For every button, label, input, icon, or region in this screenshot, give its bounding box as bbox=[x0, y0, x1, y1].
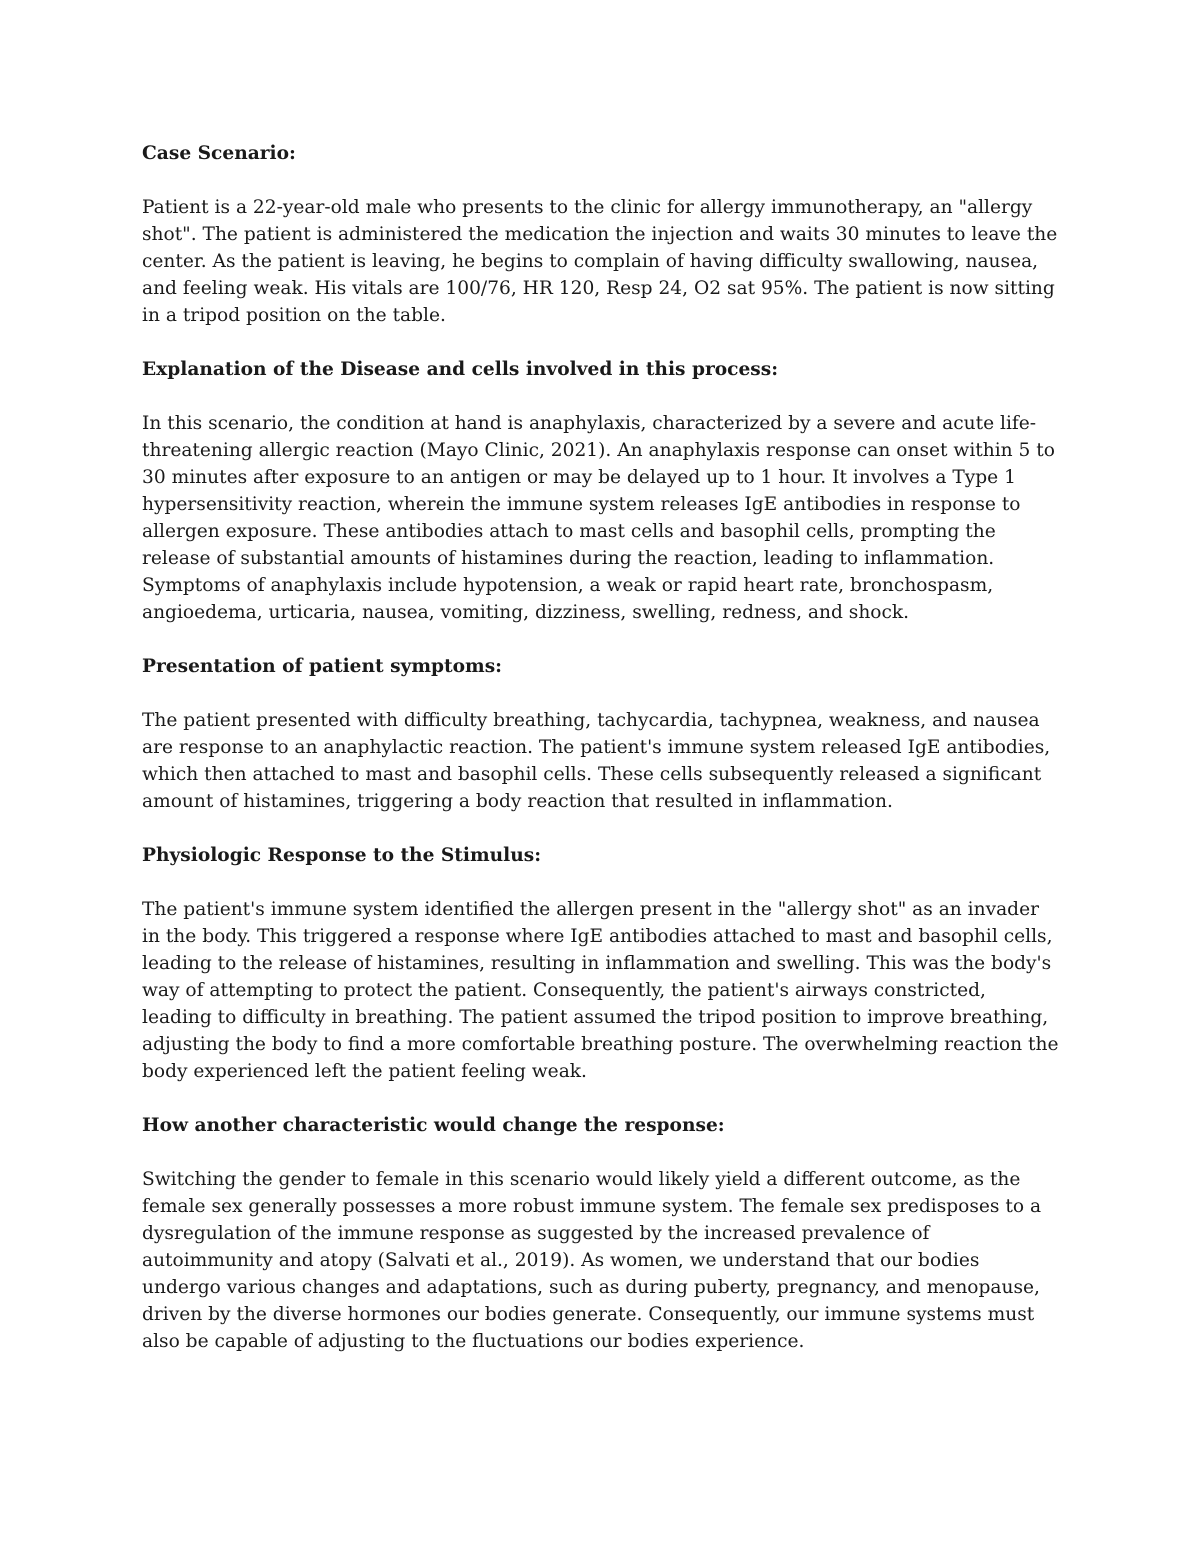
heading-patient-symptoms: Presentation of patient symptoms: bbox=[142, 656, 503, 677]
paragraph-disease-explanation: In this scenario, the condition at hand is anaphylaxis, characterized by a severe and acute life-threatening allergic reaction (Mayo Clinic, 2021). An anaphylaxis response can onset within 5 to 30 minutes after exposure to an antigen or may be delayed up to 1 hour. It involves a Type 1 hypersensitivity reaction, wherein the immune system releases IgE antibodies in response to allergen exposure. These antibodies attach to mast cells and basophil cells, prompting the release of substantial amounts of histamines during the reaction, leading to inflammation. Symptoms of anaphylaxis include hypotension, a weak or rapid heart rate, bronchospasm, angioedema, urticaria, nausea, vomiting, dizziness, swelling, redness, and shock. bbox=[142, 413, 1055, 623]
paragraph-another-characteristic: Switching the gender to female in this scenario would likely yield a different outcome, as the female sex generally possesses a more robust immune system. The female sex predisposes to a dysregulation of the immune response as suggested by the increased prevalence of autoimmunity and atopy (Salvati et al., 2019). As women, we understand that our bodies undergo various changes and adaptations, such as during puberty, pregnancy, and menopause, driven by the diverse hormones our bodies generate. Consequently, our immune systems must also be capable of adjusting to the fluctuations our bodies experience. bbox=[142, 1169, 1042, 1352]
heading-disease-explanation: Explanation of the Disease and cells involved in this process: bbox=[142, 359, 779, 380]
paragraph-patient-symptoms: The patient presented with difficulty breathing, tachycardia, tachypnea, weakness, and nausea are response to an anaphylactic reaction. The patient's immune system released IgE antibodies, which then attached to mast and basophil cells. These cells subsequently released a significant amount of histamines, triggering a body reaction that resulted in inflammation. bbox=[142, 710, 1051, 812]
section-physiologic-response bbox=[142, 842, 1060, 1085]
heading-case-scenario: Case Scenario: bbox=[142, 143, 296, 164]
heading-another-characteristic: How another characteristic would change the response: bbox=[142, 1115, 725, 1136]
section-disease-explanation bbox=[142, 356, 1060, 626]
paragraph-case-scenario: Patient is a 22-year-old male who presents to the clinic for allergy immunotherapy, an "allergy shot". The patient is administered the medication the injection and waits 30 minutes to leave the center. As the patient is leaving, he begins to complain of having difficulty swallowing, nausea, and feeling weak. His vitals are 100/76, HR 120, Resp 24, O2 sat 95%. The patient is now sitting in a tripod position on the table. bbox=[142, 197, 1058, 326]
section-patient-symptoms bbox=[142, 653, 1060, 815]
heading-physiologic-response: Physiologic Response to the Stimulus: bbox=[142, 845, 542, 866]
paragraph-physiologic-response: The patient's immune system identified the allergen present in the "allergy shot" as an invader in the body. This triggered a response where IgE antibodies attached to mast and basophil cells, leading to the release of histamines, resulting in inflammation and swelling. This was the body's way of attempting to protect the patient. Consequently, the patient's airways constricted, leading to difficulty in breathing. The patient assumed the tripod position to improve breathing, adjusting the body to find a more comfortable breathing posture. The overwhelming reaction the body experienced left the patient feeling weak. bbox=[142, 899, 1059, 1082]
section-another-characteristic bbox=[142, 1112, 1060, 1355]
section-case-scenario bbox=[142, 140, 1060, 329]
